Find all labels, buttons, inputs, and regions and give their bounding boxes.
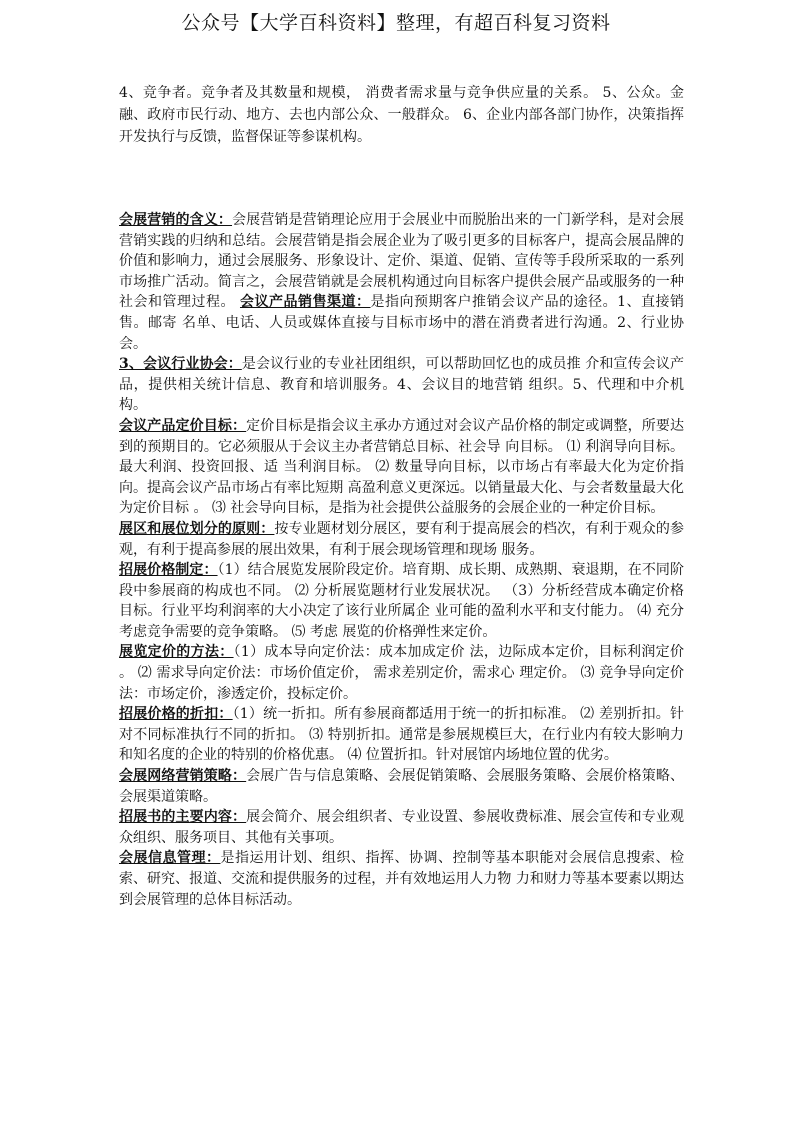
section-term: 会展营销的含义：: [119, 212, 233, 228]
section-huiyi-xiehui: [119, 354, 684, 416]
section-term: 展区和展位划分的原则：: [119, 520, 275, 537]
section-term: 展览定价的方法：: [119, 644, 234, 661]
section-term: 会展信息管理：: [119, 850, 221, 867]
section-zhaozhanshu: [119, 807, 684, 848]
section-zhanqu-yuanze: [119, 519, 684, 560]
section-body: 是指向预期客户推销会议产品的途径。1、直接销售。邮寄 名单、电话、人员或媒体直接与目标市场中的潜在消费者进行沟通。2、行业协 会。: [119, 294, 685, 352]
section-zhaozhan-jiage: [119, 560, 684, 642]
section-body: 定价目标是指会议主承办方通过对会议产品价格的制定或调整，所要达到的预期目的。它必须服从于会议主办者营销总目标、社会导 向目标。 ⑴ 利润导向目标。最大利润、投资回报、适 当利润目标。 ⑵ 数量导向目标，以市场占有率最大化为定价指向。提高会议产品市场占有率比短期 高盈利意义更深远。以销量最大化、与会者数量最大化为定价目标 。 ⑶ 社会导向目标，是指为社会提供公益服务的会展企业的一种定价目标。: [119, 417, 685, 517]
section-zhekou: [119, 704, 684, 766]
section-body: 是指运用计划、组织、指挥、协调、控制等基本职能对会展信息搜索、检索、研究、报道、交流和提供服务的过程，并有效地运用人力物 力和财力等基本要素以期达到会展管理的总体目标活动。: [119, 850, 684, 908]
section-dingjia-mubiao: [119, 416, 684, 519]
section-term: 会展网络营销策略：: [119, 768, 247, 785]
section-term: 招展价格制定：: [119, 562, 218, 579]
section-term: 会议产品销售渠道：: [239, 294, 371, 311]
section-term: 招展书的主要内容：: [119, 809, 247, 826]
section-wangluo-yingxiao: [119, 766, 684, 807]
section-term: 3、会议行业协会：: [119, 356, 242, 373]
page-header: 公众号【大学百科资料】整理，有超百科复习资料: [181, 12, 611, 34]
section-body: 是会议行业的专业社团组织，可以帮助回忆也的成员推 介和宣传会议产品，提供相关统计信息、教育和培训服务。4、会议目的地营销 组织。5、代理和中介机构。: [119, 356, 684, 414]
section-body: 按专业题材划分展区，要有利于提高展会的档次，有利于观众的参观，有利于提高参展的展出效果，有利于展会现场管理和现场 服务。: [119, 520, 685, 558]
section-body: 展会简介、展会组织者、专业设置、参展收费标准、展会宣传和专业观众组织、服务项目、其他有关事项。: [119, 809, 685, 846]
intro-paragraph: 4、竞争者。竞争者及其数量和规模， 消费者需求量与竞争供应量的关系。 5、公众。金融、政府市民行动、地方、去也内部公众、一般群众。 6、企业内部各部门协作，决策指挥开发执行与反馈，监督保证等参谋机构。: [119, 85, 684, 145]
section-dingjia-fangfa: [119, 642, 684, 704]
section-body: （1）结合展览发展阶段定价。培育期、成长期、成熟期、衰退期，在不同阶段中参展商的构成也不同。 ⑵ 分析展览题材行业发展状况。 （3）分析经营成本确定价格目标。行业平均利润率的大小决定了该行业所属企 业可能的盈利水平和支付能力。 ⑷ 充分考虑竞争需要的竞争策略。 ⑸ 考虑 展览的价格弹性来定价。: [119, 562, 685, 640]
section-body: 会展广告与信息策略、会展促销策略、会展服务策略、会展价格策略、会展渠道策略。: [119, 768, 685, 805]
section-body: （1）成本导向定价法：成本加成定价 法，边际成本定价，目标利润定价 。 ⑵ 需求导向定价法：市场价值定价， 需求差别定价，需求心 理定价。 ⑶ 竞争导向定价法：市场定价，渗透定价，投标定价。: [119, 644, 684, 702]
section-term: 招展价格的折扣：: [119, 706, 233, 723]
section-huizhan-yingxiao: [119, 210, 684, 354]
section-xinxi-guanli: [119, 848, 684, 910]
section-term: 会议产品定价目标：: [119, 417, 247, 434]
section-body: 会展营销是营销理论应用于会展业中而脱胎出来的一门新学科，是对会展营销实践的归纳和总结。会展营销是指会展企业为了吸引更多的目标客户，提高会展品牌的价值和影响力，通过会展服务、形象设计、定价、渠道、促销、宣传等手段所采取的一系列市场推广活动。简言之，会展营销就是会展机构通过向目标客户提供会展产品或服务的一种社会和管理过程。: [119, 212, 685, 311]
section-body: （1）统一折扣。所有参展商都适用于统一的折扣标准。 ⑵ 差别折扣。针对不同标准执行不同的折扣。 ⑶ 特别折扣。通常是参展规模巨大，在行业内有较大影响力和知名度的企业的特别的价格优惠。 ⑷ 位置折扣。针对展馆内场地位置的优劣。: [119, 706, 685, 764]
main-content: [119, 210, 684, 910]
